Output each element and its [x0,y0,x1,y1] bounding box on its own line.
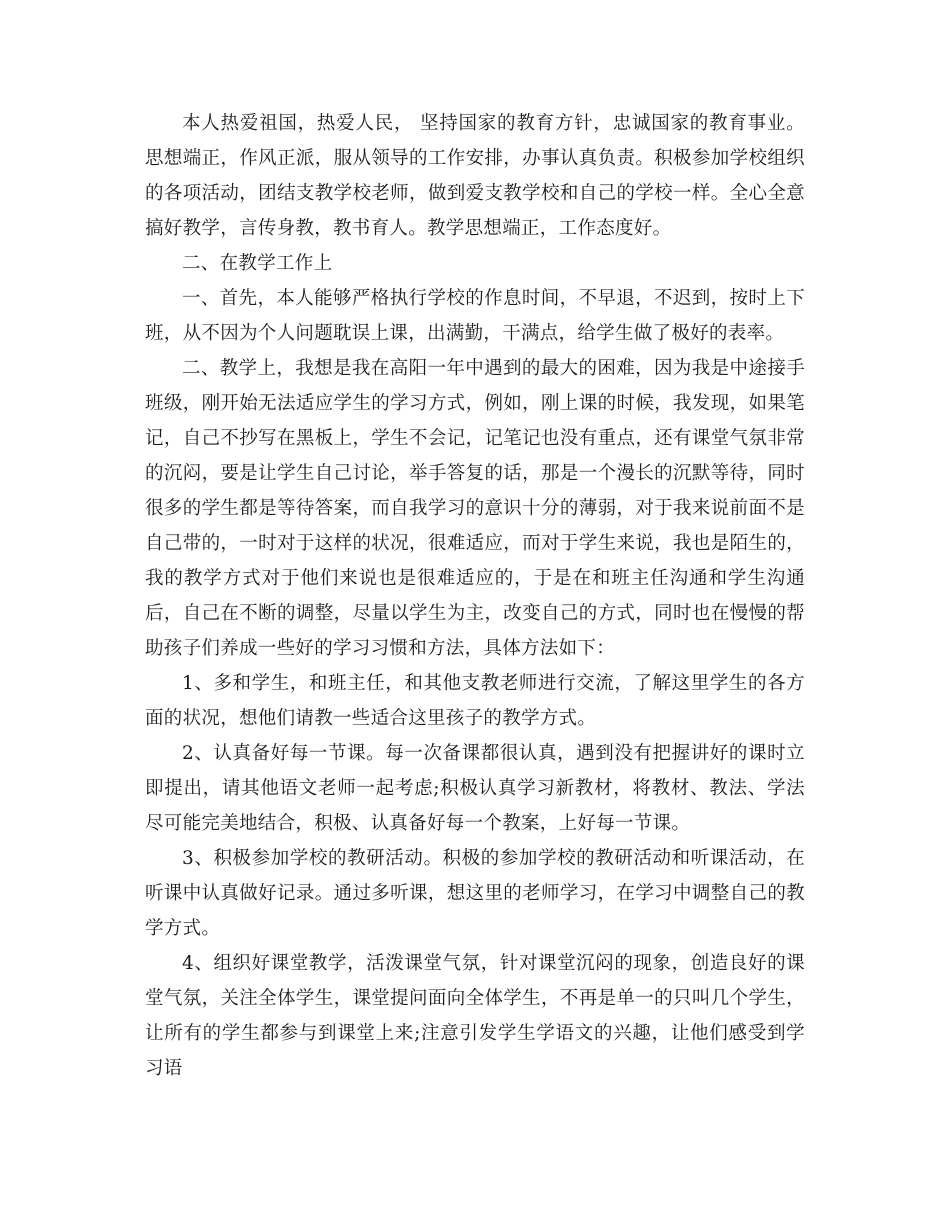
paragraph-2-section-heading: 二、在教学工作上 [182,253,333,274]
paragraph-5: 1、多和学生，和班主任，和其他支教老师进行交流，了解这里学生的各方面的状况，想他们请教一些适合这里孩子的教学方式。 [145,673,805,729]
paragraph-4: 二、教学上，我想是我在高阳一年中遇到的最大的困难，因为我是中途接手班级，刚开始无法适应学生的学习方式，例如，刚上课的时候，我发现，如果笔记，自己不抄写在黑板上，学生不会记，记笔记也没有重点，还有课堂气氛非常的沉闷，要是让学生自己讨论，举手答复的话，那是一个漫长的沉默等待，同时很多的学生都是等待答案，而自我学习的意识十分的薄弱，对于我来说前面不是自己带的，一时对于这样的状况，很难适应，而对于学生来说，我也是陌生的，我的教学方式对于他们来说也是很难适应的，于是在和班主任沟通和学生沟通后，自己在不断的调整，尽量以学生为主，改变自己的方式，同时也在慢慢的帮助孩子们养成一些好的学习习惯和方法，具体方法如下： [145,358,805,659]
paragraph-6: 2、认真备好每一节课。每一次备课都很认真，遇到没有把握讲好的课时立即提出，请其他语文老师一起考虑;积极认真学习新教材，将教材、教法、学法尽可能完美地结合，积极、认真备好每一个教案，上好每一节课。 [145,743,805,834]
paragraph-7: 3、积极参加学校的教研活动。积极的参加学校的教研活动和听课活动，在听课中认真做好记录。通过多听课，想这里的老师学习，在学习中调整自己的教学方式。 [145,848,805,939]
paragraph-3: 一、首先，本人能够严格执行学校的作息时间，不早退，不迟到，按时上下班，从不因为个人问题耽误上课，出满勤，干满点，给学生做了极好的表率。 [145,288,805,344]
paragraph-8: 4、组织好课堂教学，活泼课堂气氛，针对课堂沉闷的现象，创造良好的课堂气氛，关注全体学生，课堂提问面向全体学生，不再是单一的只叫几个学生，让所有的学生都参与到课堂上来;注意引发学生学语文的兴趣，让他们感受到学习语 [145,953,805,1079]
paragraph-1: 本人热爱祖国，热爱人民， 坚持国家的教育方针，忠诚国家的教育事业。思想端正，作风正派，服从领导的工作安排，办事认真负责。积极参加学校组织的各项活动，团结支教学校老师，做到爱支教学校和自己的学校一样。全心全意搞好教学，言传身教，教书育人。教学思想端正，工作态度好。 [145,113,805,239]
document-body [145,106,805,1086]
